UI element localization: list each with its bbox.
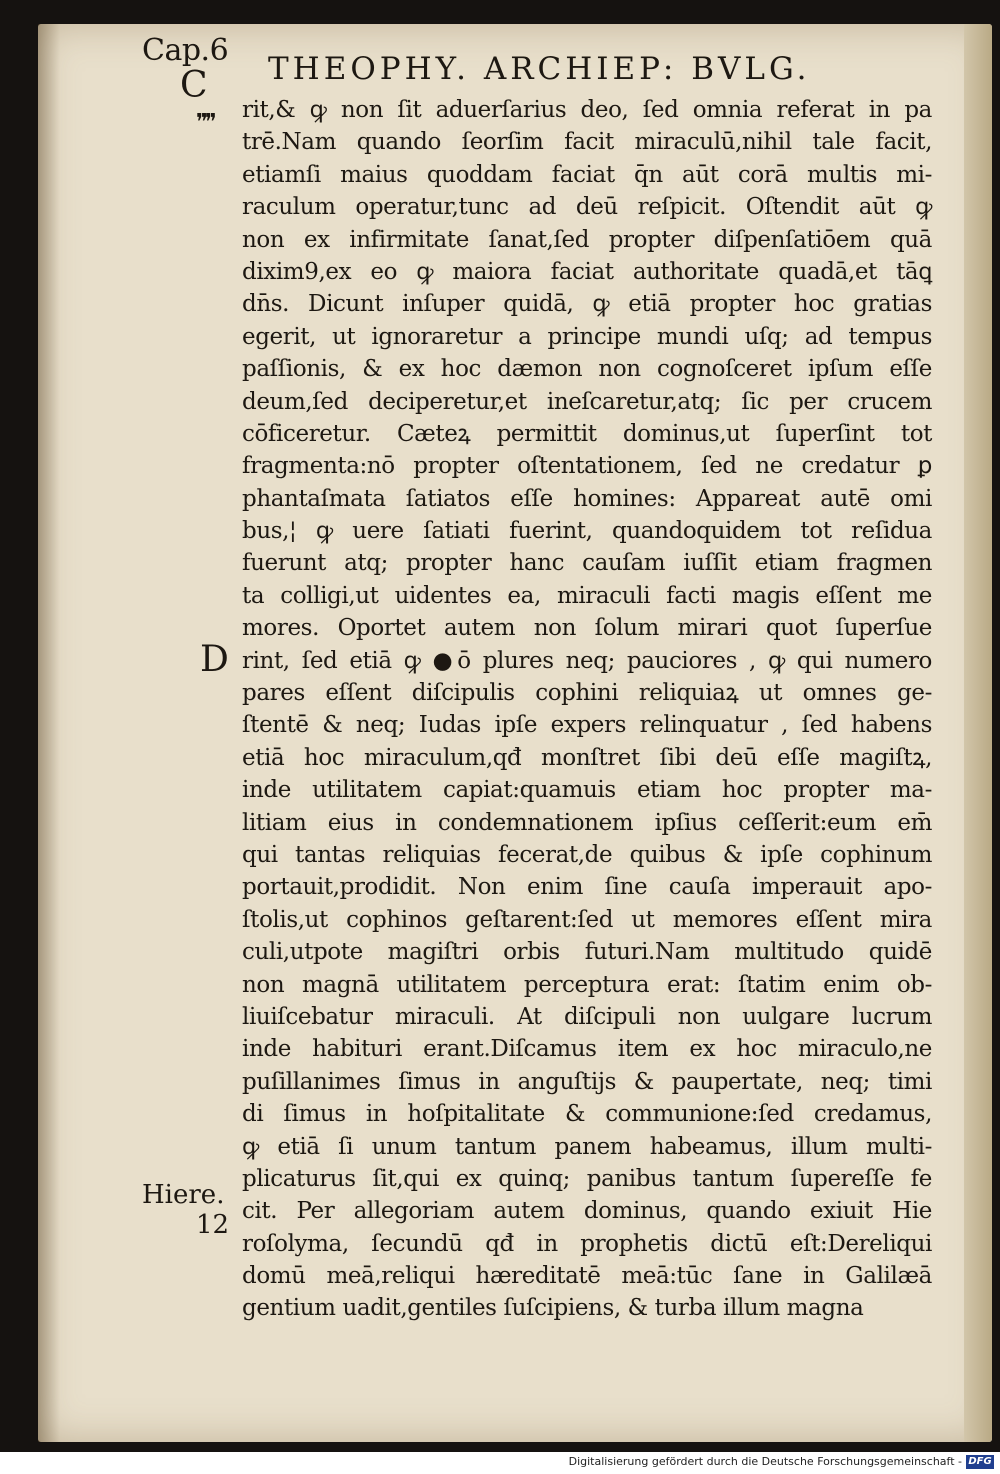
digitization-footer <box>0 1452 1000 1474</box>
page-edge <box>964 24 992 1442</box>
text-line: inde habituri erant.Diſcamus item ex hoc miraculo,ne <box>242 1036 932 1063</box>
text-line: rit,& ꝙ non ſit aduerſarius deo, ſed omnia referat in pa <box>242 97 932 123</box>
text-line: di ſimus in hoſpitalitate & communione:ſed credamus, <box>242 1101 932 1128</box>
text-line: culi,utpote magiſtri orbis futuri.Nam multitudo quidē <box>242 939 932 966</box>
margin-reference-book: Hiere. <box>142 1180 225 1210</box>
footer-credit: Digitalisierung gefördert durch die Deutsche Forschungsgemeinschaft - <box>568 1455 962 1468</box>
text-line: ſtolis,ut cophinos geſtarent:ſed ut memores eſſent mira <box>242 906 932 933</box>
text-line: cit. Per allegoriam autem dominus, quando exiuit Hie <box>242 1198 932 1225</box>
gutter-shadow <box>38 24 60 1442</box>
text-line: roſolyma, ſecundū qđ in prophetis dictū eſt:Dereliqui <box>242 1230 932 1257</box>
text-line: etiā hoc miraculum,qđ monſtret ſibi deū eſſe magiſtꝝ, <box>242 744 932 771</box>
running-head: THEOPHY. ARCHIEP: BVLG. <box>268 51 811 87</box>
chapter-label: Cap.6 <box>142 33 229 68</box>
text-line: mores. Oportet autem non ſolum mirari quot ſuperſue <box>242 615 932 642</box>
text-line: non magnā utilitatem perceptura erat: ſtatim enim ob- <box>242 971 932 998</box>
text-line: raculum operatur,tunc ad deū reſpicit. Oſtendit aūt ꝙ <box>242 194 932 221</box>
text-line: dixim9,ex eo ꝙ maiora faciat authoritate quadā,et tāꝗ <box>242 258 932 285</box>
text-line: ſtentē & neq; Iudas ipſe expers relinquatur , ſed habens <box>242 712 932 739</box>
text-line: rint, ſed etiā ꝙ ●ō plures neq; pauciores , ꝙ qui numero <box>242 647 932 674</box>
text-line: inde utilitatem capiat:quamuis etiam hoc propter ma- <box>242 777 932 804</box>
text-line: litiam eius in condemnationem ipſius ceſſerit:eum em̄ <box>242 809 932 836</box>
section-letter-c: C <box>180 65 208 106</box>
text-line: pares eſſent diſcipulis cophini reliquiaꝝ ut omnes ge- <box>242 680 932 707</box>
body-text <box>242 94 932 1325</box>
text-line: liuiſcebatur miraculi. At diſcipuli non uulgare lucrum <box>242 1003 932 1030</box>
text-line: fuerunt atq; propter hanc cauſam iuſſit etiam fragmen <box>242 550 932 577</box>
text-line: cōficeretur. Cæteꝝ permittit dominus,ut ſuperſint tot <box>242 420 932 447</box>
text-line: deum,ſed deciperetur,et ineſcaretur,atq; ſic per crucem <box>242 388 932 415</box>
text-line: portauit,prodidit. Non enim ſine cauſa imperauit apo- <box>242 874 932 901</box>
text-line: domū meā,reliqui hæreditatē meā:tūc ſane in Galilæā <box>242 1263 932 1290</box>
text-line: dn̄s. Dicunt inſuper quidā, ꝙ etiā propter hoc gratias <box>242 291 932 318</box>
text-line: trē.Nam quando ſeorſim facit miraculū,nihil tale facit, <box>242 129 932 156</box>
text-line: fragmenta:nō propter oſtentationem, ſed ne credatur ꝑ <box>242 453 932 480</box>
text-line: qui tantas reliquias fecerat,de quibus & ipſe cophinum <box>242 841 932 868</box>
text-line: ta colligi,ut uidentes ea, miraculi facti magis eſſent me <box>242 582 932 609</box>
text-line: paſſionis, & ex hoc dæmon non cognoſceret ipſum eſſe <box>242 356 932 383</box>
margin-reference-chapter: 12 <box>196 1210 230 1240</box>
text-line: bus,¦ ꝙ uere ſatiati fuerint, quandoquidem tot reſidua <box>242 518 932 545</box>
text-line: gentium uadit,gentiles ſuſcipiens, & turba illum magna <box>242 1295 864 1322</box>
text-line: puſillanimes ſimus in anguſtijs & paupertate, neq; timi <box>242 1068 932 1095</box>
dfg-logo: DFG <box>966 1455 994 1469</box>
text-line: plicaturus ſit,qui ex quinq; panibus tantum ſupereſſe fe <box>242 1165 932 1192</box>
text-line: ꝙ etiā ſi unum tantum panem habeamus, illum multi- <box>242 1133 932 1160</box>
text-line: phantaſmata ſatiatos eſſe homines: Appareat autē omi <box>242 485 932 512</box>
marginal-quote-mark: ❞❞ <box>196 110 214 135</box>
section-letter-d: D <box>200 639 229 680</box>
text-line: non ex infirmitate ſanat,ſed propter diſpenſatiōem quā <box>242 226 932 253</box>
text-line: etiamſi maius quoddam faciat q̄n aūt corā multis mi- <box>242 161 932 188</box>
text-line: egerit, ut ignoraretur a principe mundi uſq; ad tempus <box>242 323 932 350</box>
